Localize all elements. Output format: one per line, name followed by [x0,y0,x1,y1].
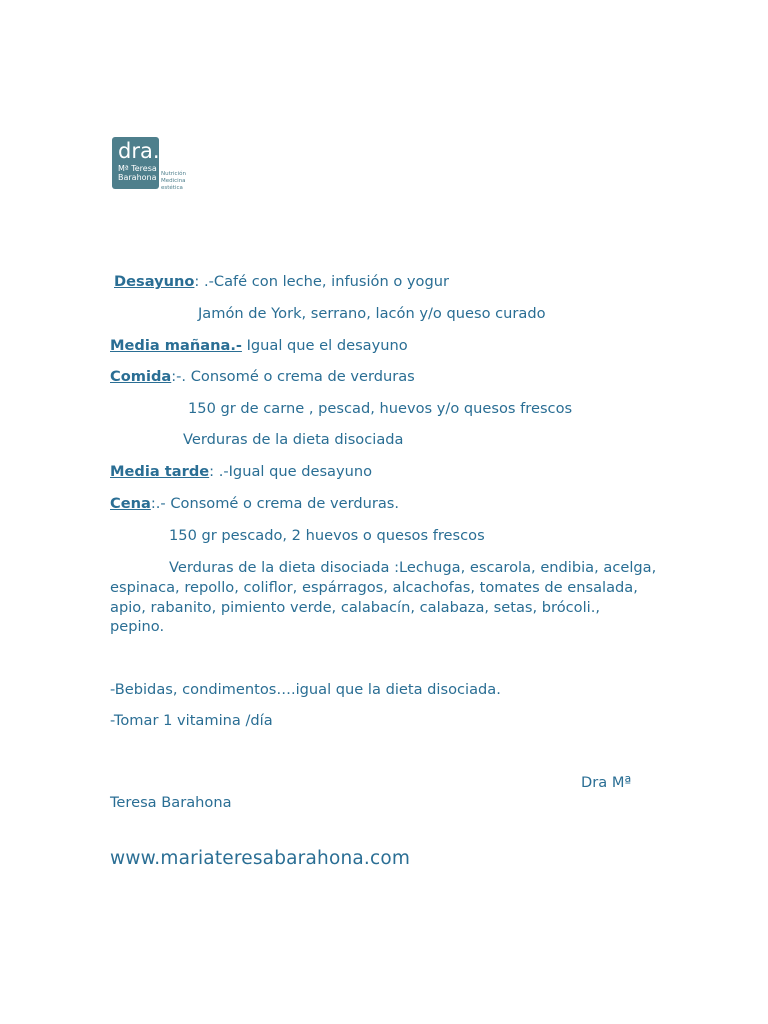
logo-dra-text: dra. [118,139,160,163]
media-manana-heading: Media mañana.- [110,337,242,354]
vitamina-note: -Tomar 1 vitamina /día [110,712,273,729]
logo-name-line2: Barahona [118,173,157,182]
media-manana-line [110,337,408,355]
logo-side-text [161,171,208,192]
media-manana-text: Igual que el desayuno [241,337,408,354]
cena-heading: Cena [110,495,151,512]
signature-line-1: Dra Mª [581,774,632,791]
logo [112,137,208,191]
logo-name [118,164,157,182]
desayuno-heading: Desayuno [114,273,195,290]
bebidas-note: -Bebidas, condimentos….igual que la dieta disociada. [110,681,501,698]
media-tarde-line [110,463,372,481]
comida-line-2: 150 gr de carne , pescad, huevos y/o quesos frescos [188,400,573,417]
cena-text: :.- Consomé o crema de verduras. [150,495,400,512]
desayuno-line-2: Jamón de York, serrano, lacón y/o queso curado [198,305,546,322]
comida-text: :-. Consomé o crema de verduras [171,368,415,385]
cena-vegetables-paragraph: Verduras de la dieta disociada :Lechuga, escarola, endibia, acelga, espinaca, repollo, coliflor, espárragos, alcachofas, tomates de ensalada, apio, rabanito, pimiento verde, calabacín, calabaza, setas, brócoli., pepino. [110,559,657,636]
cena-line [110,495,399,513]
desayuno-text: : .-Café con leche, infusión o yogur [194,273,449,290]
comida-heading: Comida [110,368,172,385]
comida-line [110,368,415,386]
comida-line-3: Verduras de la dieta disociada [183,431,404,448]
desayuno-line [114,273,449,291]
logo-side-line1: Nutrición [161,171,186,177]
cena-line-2: 150 gr pescado, 2 huevos o quesos frescos [169,527,485,544]
logo-side-line2: Medicina estética [161,178,186,191]
website-link[interactable]: www.mariateresabarahona.com [110,848,411,869]
logo-name-line1: Mª Teresa [118,164,157,173]
logo-box [112,137,159,189]
signature-line-2: Teresa Barahona [110,794,232,811]
media-tarde-text: : .-Igual que desayuno [209,463,373,480]
media-tarde-heading: Media tarde [110,463,210,480]
